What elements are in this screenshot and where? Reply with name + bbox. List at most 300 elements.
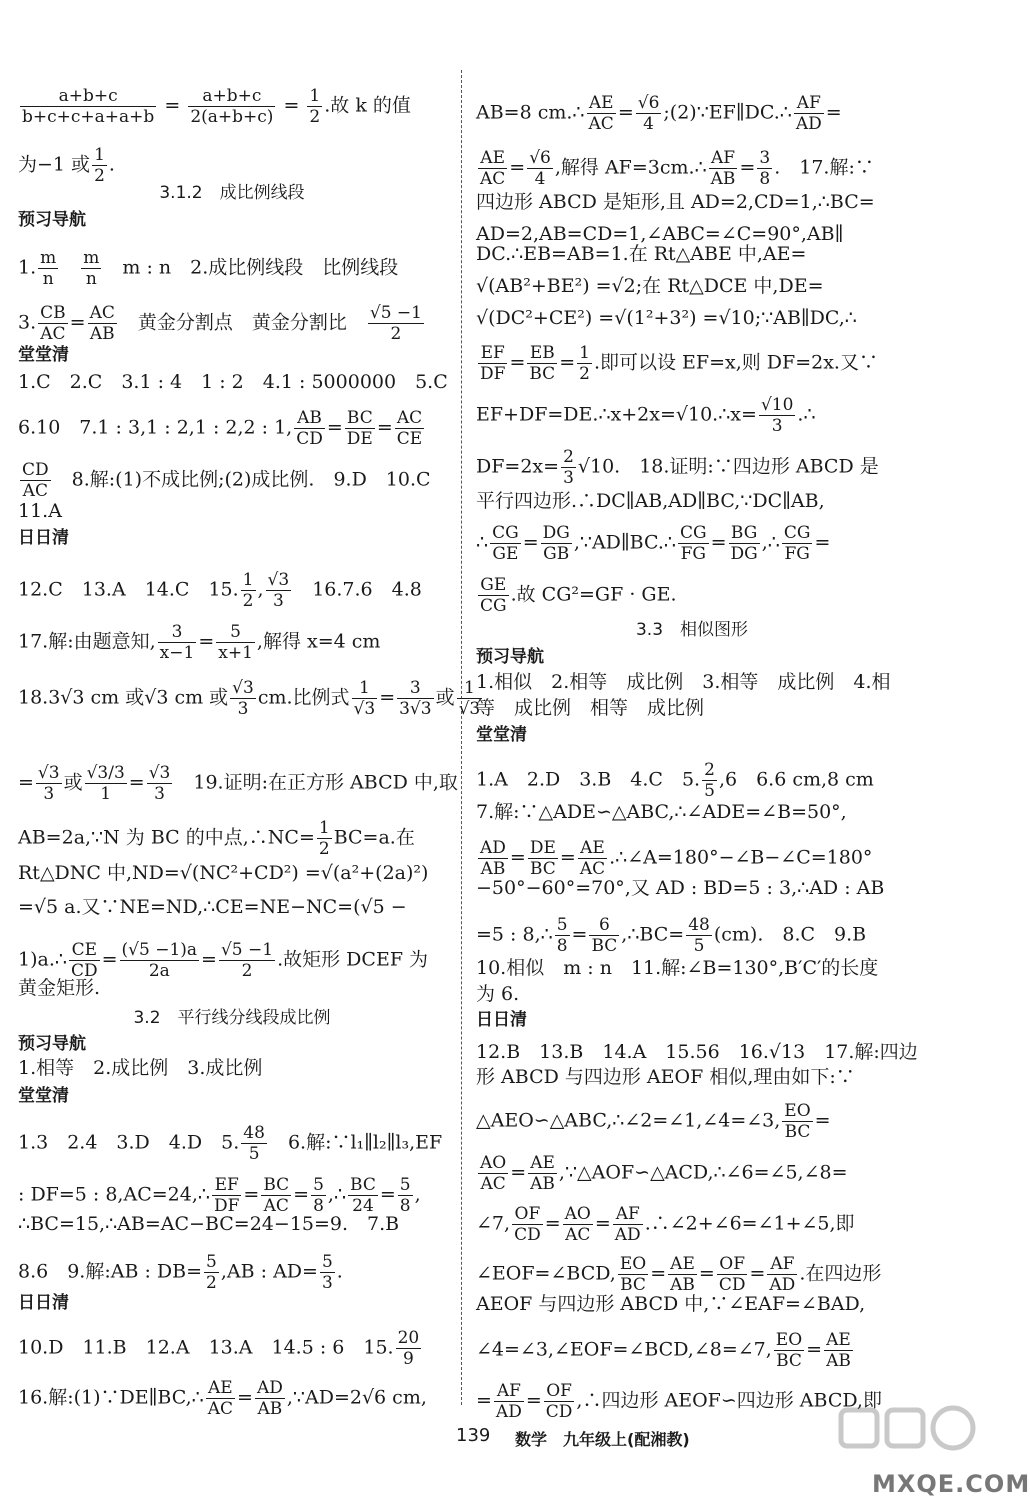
text-run: m : n 2.成比例线段 比例线段 — [103, 256, 399, 279]
answer-line — [476, 93, 908, 134]
fraction-denominator: AC — [263, 1196, 289, 1216]
fraction-denominator: 3 — [237, 699, 249, 719]
answer-line: AEOF 与四边形 ABCD 中,∵∠EAF=∠BAD, — [476, 1293, 866, 1315]
text-run: cm.比例式 — [257, 686, 350, 709]
watermark-text: MXQE.COM — [872, 1470, 1030, 1498]
fraction-numerator: 2 — [704, 760, 715, 780]
fraction-numerator: AE — [587, 93, 616, 114]
fraction — [757, 148, 772, 189]
answer-line: 为 6. — [476, 983, 520, 1005]
fraction — [478, 1153, 508, 1194]
text-run: 18.3√3 cm 或√3 cm 或 — [18, 686, 229, 709]
fraction — [348, 1175, 378, 1216]
fraction-denominator: AC — [22, 481, 48, 501]
text-run: ,AB : AD= — [220, 1260, 318, 1283]
answer-line — [476, 148, 908, 189]
text-run: ∠EOF=∠BCD, — [476, 1262, 616, 1285]
text-run: 16.解:(1)∵DE∥BC,∴ — [18, 1386, 204, 1409]
text-run: = — [158, 94, 187, 117]
fraction-numerator: AF — [613, 1204, 643, 1225]
fraction — [120, 940, 200, 981]
fraction-numerator: √6 — [637, 93, 660, 113]
section-heading: 日日清 — [18, 1293, 69, 1313]
fraction-numerator: EO — [784, 1101, 811, 1121]
text-run: = — [650, 1262, 667, 1285]
fraction-denominator: AB — [89, 324, 115, 344]
answer-line — [18, 818, 446, 859]
text-run: = — [698, 1262, 715, 1285]
text-run: 1.A 2.D 3.B 4.C 5. — [476, 768, 701, 791]
text-run: 或 — [435, 686, 455, 709]
fraction-denominator: GE — [492, 544, 519, 564]
text-run: = — [544, 1212, 561, 1235]
fraction-denominator: 3 — [321, 1273, 333, 1293]
fraction — [36, 763, 62, 804]
fraction-denominator: AB — [530, 1174, 555, 1194]
text-run: . 17.解:∵ — [774, 156, 874, 179]
fraction-denominator: 5 — [248, 1144, 260, 1164]
fraction — [555, 915, 570, 956]
text-run: ;(2)∵EF∥DC.∴ — [663, 101, 792, 124]
fraction-numerator: 3 — [158, 622, 197, 643]
fraction-denominator: 8 — [759, 169, 771, 189]
text-run: = — [814, 1109, 831, 1132]
fraction-denominator: AD — [495, 1402, 522, 1422]
fraction-numerator: AF — [709, 148, 738, 169]
fraction-numerator: OF — [544, 1381, 575, 1402]
answer-line — [18, 940, 446, 981]
text-run: = — [293, 1183, 310, 1206]
fraction-numerator: GE — [478, 575, 509, 596]
fraction-numerator: 5 — [313, 1175, 324, 1195]
answer-line — [476, 575, 908, 616]
answer-line: 黄金矩形. — [18, 977, 101, 999]
fraction — [528, 1153, 557, 1194]
text-run: DF=2x= — [476, 455, 560, 478]
fraction — [92, 145, 107, 186]
answer-line — [18, 678, 481, 719]
fraction-numerator: 6 — [589, 915, 619, 936]
answer-line: 11.A — [18, 500, 62, 522]
answer-line: 等 成比例 相等 成比例 — [476, 697, 705, 719]
fraction — [577, 343, 592, 384]
text-run: 8.6 9.解:AB : DB= — [18, 1260, 203, 1283]
text-run: .在四边形 — [799, 1262, 882, 1285]
text-run: = — [617, 101, 634, 124]
text-run: ∴ — [476, 531, 489, 554]
fraction-numerator: √6 — [529, 148, 551, 168]
fraction-denominator: BC — [620, 1275, 646, 1295]
fraction-denominator: CD — [718, 1275, 746, 1295]
fraction — [398, 1175, 413, 1216]
fraction — [478, 343, 507, 384]
text-run: = — [243, 1183, 260, 1206]
text-run: 3. — [18, 311, 37, 334]
fraction — [206, 1378, 235, 1419]
fraction — [589, 915, 619, 956]
section-heading: 日日清 — [18, 528, 69, 548]
text-run: ∠4=∠3,∠EOF=∠BCD,∠8=∠7, — [476, 1338, 772, 1361]
text-run: 19.证明:在正方形 ABCD 中,取 — [174, 771, 458, 794]
fraction-numerator: BC — [350, 1175, 376, 1195]
fraction — [782, 523, 813, 564]
fraction — [397, 678, 433, 719]
answer-line: AD=2,AB=CD=1,∠ABC=∠C=90°,AB∥ — [476, 223, 844, 245]
fraction-numerator: AD — [256, 1378, 283, 1398]
fraction — [241, 1123, 267, 1164]
fraction-denominator: AB — [670, 1275, 695, 1295]
fraction-denominator: 8 — [399, 1196, 411, 1216]
fraction-denominator: AD — [614, 1225, 641, 1245]
fraction — [702, 760, 717, 801]
fraction-numerator: DG — [542, 523, 570, 543]
text-run: ,∵AD=2√6 cm, — [286, 1386, 427, 1409]
fraction-numerator: AE — [206, 1378, 235, 1399]
fraction-denominator: BC — [591, 936, 618, 956]
fraction-numerator: AC — [395, 408, 424, 429]
fraction-denominator: CG — [480, 596, 507, 616]
fraction-denominator: DG — [730, 544, 758, 564]
section-heading: 预习导航 — [476, 647, 544, 667]
answer-line — [476, 1204, 908, 1245]
fraction-numerator: 1 — [352, 678, 378, 699]
text-run: = — [510, 1161, 527, 1184]
text-run: =5 : 8,∴ — [476, 923, 553, 946]
fraction — [618, 1254, 648, 1295]
fraction-denominator: 2 — [318, 839, 330, 859]
fraction-denominator: AB — [480, 859, 506, 879]
text-run: .即可以设 EF=x,则 DF=2x.又∵ — [593, 351, 878, 374]
fraction-numerator: CG — [783, 523, 811, 543]
fraction — [729, 523, 760, 564]
fraction-denominator: CD — [545, 1402, 573, 1422]
fraction-numerator: DE — [529, 838, 556, 858]
fraction — [782, 1101, 812, 1142]
text-run: 10.D 11.B 12.A 13.A 14.5 : 6 15. — [18, 1336, 394, 1359]
answer-line: √(AB²+BE²) =√2;在 Rt△DCE 中,DE= — [476, 275, 824, 297]
section-heading: 堂堂清 — [18, 345, 69, 365]
text-run: = — [379, 686, 396, 709]
text-run: 17.解:由题意知, — [18, 630, 156, 653]
column-divider — [461, 70, 462, 1405]
text-run: ,∴BC= — [621, 923, 685, 946]
fraction-denominator: AC — [207, 1399, 234, 1419]
fraction-numerator: AC — [89, 303, 115, 323]
text-run: .故 CG²=GF · GE. — [510, 583, 677, 606]
fraction-numerator: √3/3 — [86, 763, 125, 783]
fraction — [678, 523, 709, 564]
text-run: = — [509, 351, 526, 374]
text-run: . — [108, 153, 115, 176]
answer-line — [476, 395, 908, 436]
text-run: 黄金分割点 黄金分割比 — [118, 311, 366, 334]
fraction-numerator: 5 — [206, 1252, 217, 1272]
answer-line — [18, 1378, 446, 1419]
text-run: .故矩形 DCEF 为 — [277, 948, 429, 971]
fraction-numerator: √3 — [37, 763, 60, 783]
fraction — [38, 303, 68, 344]
text-run: = — [237, 1386, 253, 1409]
section-heading: 预习导航 — [18, 1034, 86, 1054]
text-run: (cm). 8.C 9.B — [713, 923, 867, 946]
fraction-denominator: 2 — [241, 961, 253, 981]
text-run: = — [559, 351, 576, 374]
answer-line: DC.∴EB=AB=1.在 Rt△ABE 中,AE= — [476, 243, 807, 265]
fraction-numerator: AD — [480, 838, 506, 858]
fraction-denominator: BC — [784, 1122, 811, 1142]
fraction-denominator: n — [42, 269, 54, 289]
answer-line — [476, 447, 908, 488]
fraction-numerator: EF — [478, 343, 507, 364]
fraction — [395, 408, 424, 449]
fraction-denominator: CD — [514, 1225, 541, 1245]
fraction-denominator: AB — [826, 1351, 851, 1371]
fraction-denominator: GB — [543, 544, 570, 564]
text-run: = — [379, 1183, 396, 1206]
section-heading: 日日清 — [476, 1010, 527, 1030]
fraction-numerator: AE — [478, 148, 507, 169]
answer-line: 1.相似 2.相等 成比例 3.相等 成比例 4.相 — [476, 671, 891, 693]
fraction-denominator: FG — [784, 544, 810, 564]
fraction-numerator: (√5 −1)a — [121, 940, 198, 960]
section-title: 3.1.2 成比例线段 — [159, 183, 305, 203]
fraction-numerator: EO — [775, 1330, 803, 1350]
fraction-denominator: n — [85, 269, 97, 289]
text-run: = — [18, 771, 34, 794]
fraction-numerator: 3 — [397, 678, 433, 699]
fraction — [528, 838, 558, 879]
fraction-denominator: DF — [480, 364, 506, 384]
fraction-denominator: 5 — [704, 781, 715, 801]
fraction — [717, 1254, 748, 1295]
text-run: ,解得 x=4 cm — [256, 630, 381, 653]
fraction-denominator: DE — [346, 429, 373, 449]
text-run: .故 k 的值 — [324, 94, 411, 117]
answer-line — [476, 1153, 908, 1194]
fraction — [668, 1254, 697, 1295]
fraction-denominator: 3 — [771, 416, 783, 436]
fraction-denominator: AD — [769, 1275, 796, 1295]
book-subject: 数学 九年级上(配湘教) — [515, 1430, 690, 1449]
fraction — [88, 303, 117, 344]
text-run: = — [806, 1338, 823, 1361]
text-run: = — [710, 531, 727, 554]
text-run: = — [739, 156, 756, 179]
answer-line — [18, 1328, 446, 1369]
fraction — [216, 622, 255, 663]
fraction — [686, 915, 712, 956]
answer-line — [476, 1254, 908, 1295]
text-run — [60, 257, 79, 279]
fraction — [494, 1381, 524, 1422]
section-title: 3.3 相似图形 — [635, 620, 749, 640]
fraction-numerator: EF — [212, 1175, 241, 1196]
fraction-numerator: EB — [527, 343, 557, 364]
page-number: 139 — [456, 1425, 491, 1446]
text-run: , — [414, 1183, 421, 1206]
fraction-denominator: 8 — [313, 1196, 324, 1216]
fraction-numerator: EO — [619, 1254, 647, 1274]
fraction-numerator: √3 — [148, 763, 171, 783]
fraction-numerator: AF — [794, 93, 824, 114]
fraction-denominator: 9 — [403, 1349, 414, 1369]
fraction-numerator: AF — [494, 1381, 524, 1402]
fraction — [307, 86, 322, 127]
text-run: = — [594, 1212, 611, 1235]
fraction-numerator: OF — [512, 1204, 543, 1225]
text-run: ∠7, — [476, 1212, 511, 1235]
fraction-denominator: DF — [213, 1196, 240, 1216]
answer-line — [476, 523, 908, 564]
fraction — [824, 1330, 853, 1371]
fraction-denominator: BC — [776, 1351, 802, 1371]
answer-line: √(DC²+CE²) =√(1²+3²) =√10;∵AB∥DC,∴ — [476, 307, 857, 329]
fraction-denominator: AC — [40, 324, 66, 344]
text-run: = — [509, 156, 526, 179]
section-heading: 堂堂清 — [476, 725, 527, 745]
fraction — [241, 570, 256, 611]
fraction — [255, 1378, 285, 1419]
fraction-denominator: CD — [296, 429, 323, 449]
fraction-denominator: 2 — [390, 324, 402, 344]
text-run: = — [825, 101, 842, 124]
answer-line — [476, 343, 908, 384]
fraction — [541, 523, 572, 564]
fraction-numerator: OF — [717, 1254, 748, 1275]
fraction-numerator: 2 — [563, 447, 574, 467]
fraction — [345, 408, 375, 449]
fraction — [20, 460, 51, 501]
fraction-denominator: x−1 — [159, 643, 195, 663]
fraction-denominator: AC — [480, 169, 506, 189]
fraction-numerator: 1 — [457, 678, 483, 699]
fraction — [490, 523, 521, 564]
fraction-numerator: 5 — [399, 1175, 411, 1195]
fraction-denominator: 2 — [579, 364, 590, 384]
fraction-numerator: CG — [492, 523, 519, 543]
fraction-numerator: m — [40, 248, 57, 268]
fraction-numerator: AE — [528, 1153, 557, 1174]
fraction — [230, 678, 256, 719]
fraction-denominator: FG — [680, 544, 706, 564]
text-run: 1. — [18, 256, 37, 279]
text-run: .∴∠2+∠6=∠1+∠5,即 — [644, 1212, 855, 1235]
fraction-numerator: 48 — [688, 915, 710, 935]
fraction-denominator: AB — [257, 1399, 283, 1419]
answer-line — [18, 570, 446, 611]
text-run: = — [376, 416, 393, 439]
fraction-denominator: BC — [529, 364, 556, 384]
fraction-numerator: 48 — [243, 1123, 265, 1143]
answer-line: 平行四边形.∴DC∥AB,AD∥BC,∵DC∥AB, — [476, 490, 825, 512]
fraction — [774, 1330, 804, 1371]
fraction — [587, 93, 616, 134]
fraction-numerator: √5 −1 — [369, 303, 422, 323]
fraction-numerator: AE — [578, 838, 607, 859]
text-run: . — [336, 1260, 343, 1283]
fraction-numerator: 1 — [94, 145, 105, 165]
fraction — [158, 622, 197, 663]
fraction-numerator: √3 — [267, 570, 290, 590]
answer-line: 1.C 2.C 3.1 : 4 1 : 2 4.1 : 5000000 5.C — [18, 371, 448, 393]
answer-line: 7.解:∵△ADE∽△ABC,∴∠ADE=∠B=50°, — [476, 801, 847, 823]
text-run: 或 — [63, 771, 83, 794]
fraction-numerator: AE — [668, 1254, 697, 1275]
fraction — [478, 575, 509, 616]
fraction-denominator: 8 — [556, 936, 568, 956]
fraction-denominator: 2 — [94, 166, 105, 186]
fraction-denominator: √3 — [353, 699, 376, 719]
section-heading: 预习导航 — [18, 210, 86, 230]
fraction — [147, 763, 173, 804]
fraction-numerator: √5 −1 — [220, 940, 274, 960]
fraction — [767, 1254, 797, 1295]
text-run: △AEO∽△ABC,∴∠2=∠1,∠4=∠3, — [476, 1109, 781, 1132]
fraction-denominator: b+c+c+a+a+b — [22, 107, 155, 127]
fraction-numerator: CD — [22, 460, 49, 480]
fraction — [527, 343, 557, 384]
fraction — [311, 1175, 326, 1216]
fraction-numerator: 1 — [579, 343, 590, 363]
fraction — [219, 940, 275, 981]
fraction-denominator: 24 — [352, 1196, 374, 1216]
fraction — [512, 1204, 543, 1245]
fraction-denominator: √3 — [458, 699, 481, 719]
answer-line — [18, 1175, 446, 1216]
fraction-denominator: x+1 — [218, 643, 253, 663]
fraction — [368, 303, 424, 344]
fraction-numerator: √3 — [232, 678, 254, 698]
fraction — [613, 1204, 643, 1245]
fraction — [563, 1204, 593, 1245]
answer-line — [476, 1330, 908, 1371]
answer-line: 形 ABCD 与四边形 AEOF 相似,理由如下:∵ — [476, 1066, 855, 1088]
text-run: 1.3 2.4 3.D 4.D 5. — [18, 1131, 240, 1154]
fraction-denominator: 3 — [563, 468, 574, 488]
text-run: ,解得 AF=3cm.∴ — [554, 156, 707, 179]
fraction-numerator: 5 — [216, 622, 255, 643]
fraction — [81, 248, 101, 289]
text-run: √10. 18.证明:∵四边形 ABCD 是 — [577, 455, 879, 478]
fraction-numerator: CE — [69, 940, 100, 961]
fraction-numerator: BC — [263, 1175, 290, 1195]
fraction — [396, 1328, 422, 1369]
text-run: 8.解:(1)不成比例;(2)成比例. 9.D 10.C — [52, 468, 431, 491]
text-run: = — [476, 1389, 492, 1412]
fraction-denominator: AB — [710, 169, 736, 189]
answer-line — [18, 622, 446, 663]
text-run: = — [326, 416, 343, 439]
text-run: = — [814, 531, 831, 554]
fraction-numerator: 1 — [318, 818, 330, 838]
fraction-denominator: AC — [588, 114, 614, 134]
fraction-numerator: AB — [294, 408, 325, 429]
fraction-numerator: a+b+c — [20, 86, 156, 107]
fraction — [709, 148, 738, 189]
text-run: ,∴四边形 AEOF∽四边形 ABCD,即 — [576, 1389, 882, 1412]
fraction — [794, 93, 824, 134]
text-run: 12.C 13.A 14.C 15. — [18, 578, 239, 601]
text-run: ,∴ — [327, 1183, 347, 1206]
fraction-denominator: 3 — [43, 784, 55, 804]
fraction-denominator: 5 — [693, 936, 705, 956]
text-run: 16.7.6 4.8 — [293, 578, 422, 601]
fraction-numerator: √10 — [760, 395, 794, 415]
text-run: = — [201, 948, 217, 971]
fraction — [578, 838, 607, 879]
answer-line — [476, 1101, 908, 1142]
fraction — [85, 763, 127, 804]
